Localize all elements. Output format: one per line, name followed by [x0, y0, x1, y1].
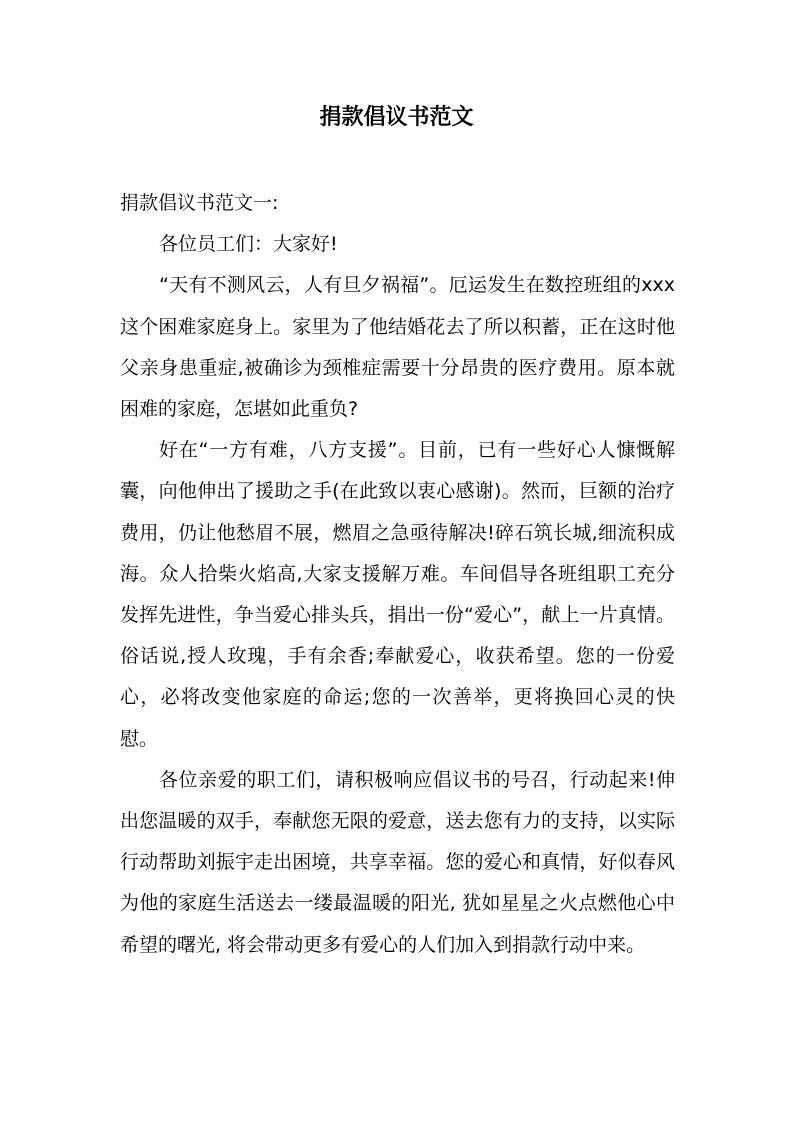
- body-paragraph-1: “天有不测风云，人有旦夕祸福”。厄运发生在数控班组的xxx这个困难家庭身上。家里为了他结婚花去了所以积蓄，正在这时他父亲身患重症,被确诊为颈椎症需要十分昂贵的医疗费用。原本就困难的家庭，怎堪如此重负?: [120, 274, 675, 421]
- body-paragraph-2: 好在“一方有难，八方支援”。目前，已有一些好心人慷慨解囊，向他伸出了援助之手(在此致以衷心感谢)。然而，巨额的治疗费用，仍让他愁眉不展，燃眉之急亟待解决!碎石筑长城,细流积成海。众人拾柴火焰高,大家支援解万难。车间倡导各班组职工充分发挥先进性，争当爱心排头兵，捐出一份“爱心”，献上一片真情。俗话说,授人玫瑰，手有余香;奉献爱心，收获希望。您的一份爱心，必将改变他家庭的命运;您的一次善举，更将换回心灵的快慰。: [120, 439, 675, 750]
- document-title: 捐款倡议书范文: [319, 105, 474, 130]
- greeting-paragraph: 各位员工们：大家好!: [159, 233, 338, 256]
- section-heading: 捐款倡议书范文一:: [120, 192, 279, 214]
- body-paragraph-3: 各位亲爱的职工们，请积极响应倡议书的号召，行动起来!伸出您温暖的双手，奉献您无限的爱意，送去您有力的支持，以实际行动帮助刘振宇走出困境，共享幸福。您的爱心和真情，好似春风为他的家庭生活送去一缕最温暖的阳光, 犹如星星之火点燃他心中希望的曙光, 将会带动更多有爱心的人们加入到捐款行动中来。: [120, 768, 675, 956]
- document-body: [120, 183, 675, 966]
